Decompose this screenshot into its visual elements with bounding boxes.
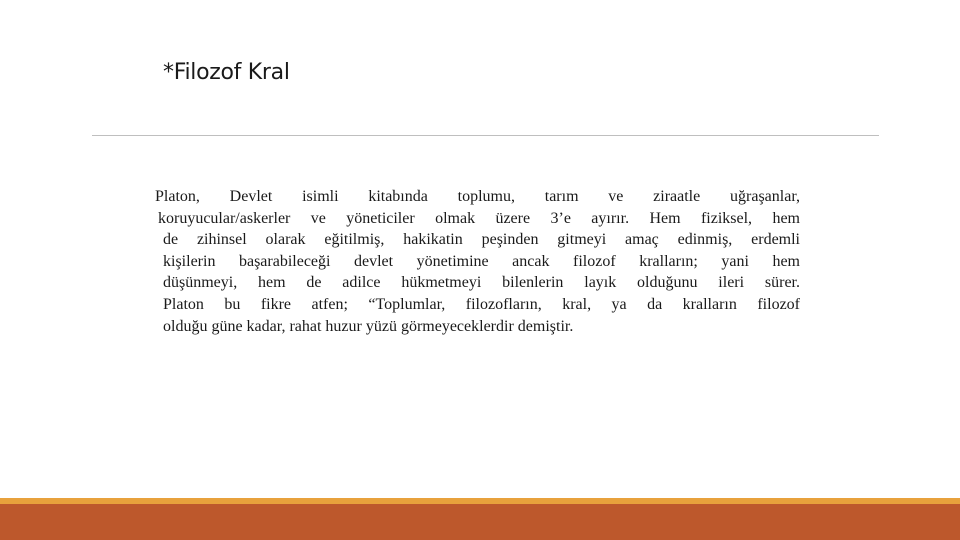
paragraph-line: olduğu güne kadar, rahat huzur yüzü görmeyeceklerdir demiştir. — [163, 317, 574, 335]
paragraph-line: de zihinsel olarak eğitilmiş, hakikatin peşinden gitmeyi amaç edinmiş, erdemli — [163, 231, 800, 249]
slide-title: *Filozof Kral — [163, 60, 290, 85]
footer-bar — [0, 504, 960, 540]
body-paragraph — [155, 186, 800, 337]
paragraph-line: düşünmeyi, hem de adilce hükmetmeyi bilenlerin layık olduğunu ileri sürer. — [163, 274, 800, 292]
paragraph-line: koruyucular/askerler ve yöneticiler olmak üzere 3’e ayırır. Hem fiziksel, hem — [158, 209, 800, 227]
paragraph-line: Platon bu fikre atfen; “Toplumlar, filozofların, kral, ya da kralların filozof — [163, 295, 800, 313]
paragraph-line: Platon, Devlet isimli kitabında toplumu, tarım ve ziraatle uğraşanlar, — [155, 188, 800, 205]
paragraph-line: kişilerin başarabileceği devlet yönetimine ancak filozof kralların; yani hem — [163, 252, 800, 270]
title-divider — [92, 135, 879, 136]
